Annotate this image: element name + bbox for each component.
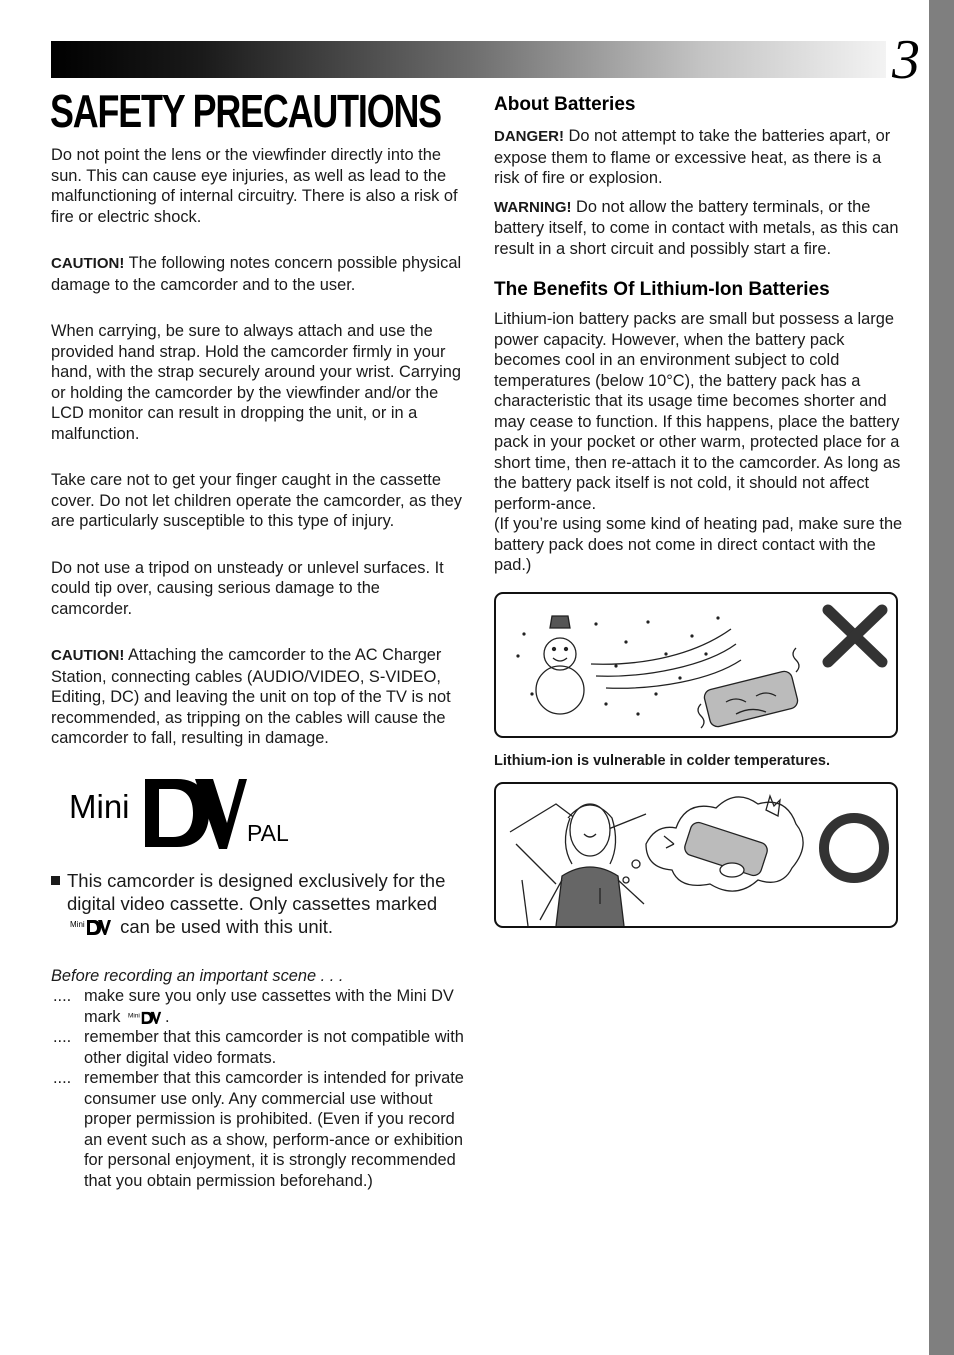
intro-paragraph: Do not point the lens or the viewfinder directly into the sun. This can cause eye injuries, as well as lead to the malfunctioning of internal circuitry. There is also a risk of fire or electric shock. xyxy=(51,146,458,226)
illustration-caption: Lithium-ion is vulnerable in colder temperatures. xyxy=(494,752,830,769)
caution-label: CAUTION! xyxy=(51,255,125,272)
list-item-text-after: . xyxy=(165,1007,170,1026)
list-item xyxy=(51,1068,465,1191)
svg-text:Mini: Mini xyxy=(70,919,85,929)
list-item xyxy=(51,986,465,1027)
cold-battery-illustration xyxy=(494,592,898,738)
bullet-text-before: This camcorder is designed exclusively for the digital video cassette. Only cassettes marked xyxy=(67,869,446,914)
logo-pal-text: PAL xyxy=(247,819,289,846)
list-item-text: remember that this camcorder is intended for private consumer use only. Any commercial use without proper permission is prohibited. (Even if you record an event such as a show, perform-ance or exhibition for personal enjoyment, it is strongly recommended that you obtain permission beforehand.) xyxy=(84,1069,464,1190)
mini-dv-mark-icon xyxy=(128,1010,162,1025)
list-dots: .... xyxy=(53,1069,72,1087)
logo-mini-text: Mini xyxy=(69,787,130,825)
danger-paragraph xyxy=(494,126,904,189)
dv-logo-icon xyxy=(143,777,247,849)
danger-text: Do not attempt to take the batteries apart, or expose them to flame or excessive heat, as there is a risk of fire or explosion. xyxy=(494,127,891,187)
side-bar xyxy=(929,0,954,1355)
mini-dv-mark-icon xyxy=(70,918,112,936)
finger-paragraph: Take care not to get your finger caught in the cassette cover. Do not let children operate the camcorder, as they are particularly susceptible to this type of injury. xyxy=(51,471,462,530)
about-batteries-heading: About Batteries xyxy=(494,94,636,115)
carrying-paragraph: When carrying, be sure to always attach and use the provided hand strap. Hold the camcorder firmly in your hand, with the strap securely around your wrist. Carrying or holding the camcorder by the viewfinder and/or the LCD monitor can result in dropping the unit, or in a malfunction. xyxy=(51,322,461,443)
tripod-paragraph: Do not use a tripod on unsteady or unlevel surfaces. It could tip over, causing serious damage to the camcorder. xyxy=(51,558,444,618)
before-recording-list xyxy=(51,986,465,1191)
page-title: SAFETY PRECAUTIONS xyxy=(50,85,441,137)
list-dots: .... xyxy=(53,1028,72,1046)
caution-label: CAUTION! xyxy=(51,647,125,664)
benefits-heading: The Benefits Of Lithium-Ion Batteries xyxy=(494,279,830,300)
warning-label: WARNING! xyxy=(494,198,572,216)
warning-text: Do not allow the battery terminals, or the battery itself, to come in contact with metals, as this can result in a short circuit and possibly start a fire. xyxy=(494,197,899,258)
caution-text: Attaching the camcorder to the AC Charger Station, connecting cables (AUDIO/VIDEO, S-VIDEO, Editing, DC) and leaving the unit on top of the TV is not recommended, as tripping on the cables will cause the camcorder to fall, resulting in damage. xyxy=(51,646,451,747)
caution-text: The following notes concern possible physical damage to the camcorder and to the user. xyxy=(51,254,462,294)
svg-text:Mini: Mini xyxy=(128,1012,140,1019)
bullet-square-icon xyxy=(51,876,60,885)
heating-note: (If you’re using some kind of heating pad, make sure the battery pack does not come in direct contact with the pad.) xyxy=(494,515,903,574)
list-dots: .... xyxy=(53,987,72,1005)
list-item xyxy=(51,1027,465,1068)
mini-dv-pal-logo xyxy=(51,777,465,867)
warning-paragraph xyxy=(494,197,904,260)
right-column xyxy=(494,92,904,928)
list-item-text-before: make sure you only use cassettes with the Mini DV mark xyxy=(84,987,454,1026)
before-recording-heading: Before recording an important scene . . . xyxy=(51,966,344,985)
skier-scene-icon xyxy=(496,784,896,926)
cassette-bullet xyxy=(51,869,465,938)
danger-label: DANGER! xyxy=(494,128,564,145)
page-number: 3 xyxy=(892,29,920,91)
bullet-text-after: can be used with this unit. xyxy=(115,915,334,937)
caution-paragraph-1 xyxy=(51,253,465,295)
list-item-text: remember that this camcorder is not compatible with other digital video formats. xyxy=(84,1028,464,1067)
warm-battery-illustration xyxy=(494,782,898,928)
caution-paragraph-2 xyxy=(51,645,465,749)
benefits-paragraph: Lithium-ion battery packs are small but possess a large power capacity. However, when the battery pack becomes cool in an environment subject to cold temperatures (below 10°C), the battery pack has a characteristic that its usage time becomes shorter and may cease to function. If this happens, place the battery pack in your pocket or other warm, protected place for a short time, then re-attach it to the camcorder. As long as the battery pack itself is not cold, it should not affect perform-ance. xyxy=(494,310,901,513)
list-item-text xyxy=(84,986,465,1027)
header-gradient-bar xyxy=(51,41,886,78)
left-column xyxy=(51,145,465,1191)
snow-scene-icon xyxy=(496,594,896,736)
